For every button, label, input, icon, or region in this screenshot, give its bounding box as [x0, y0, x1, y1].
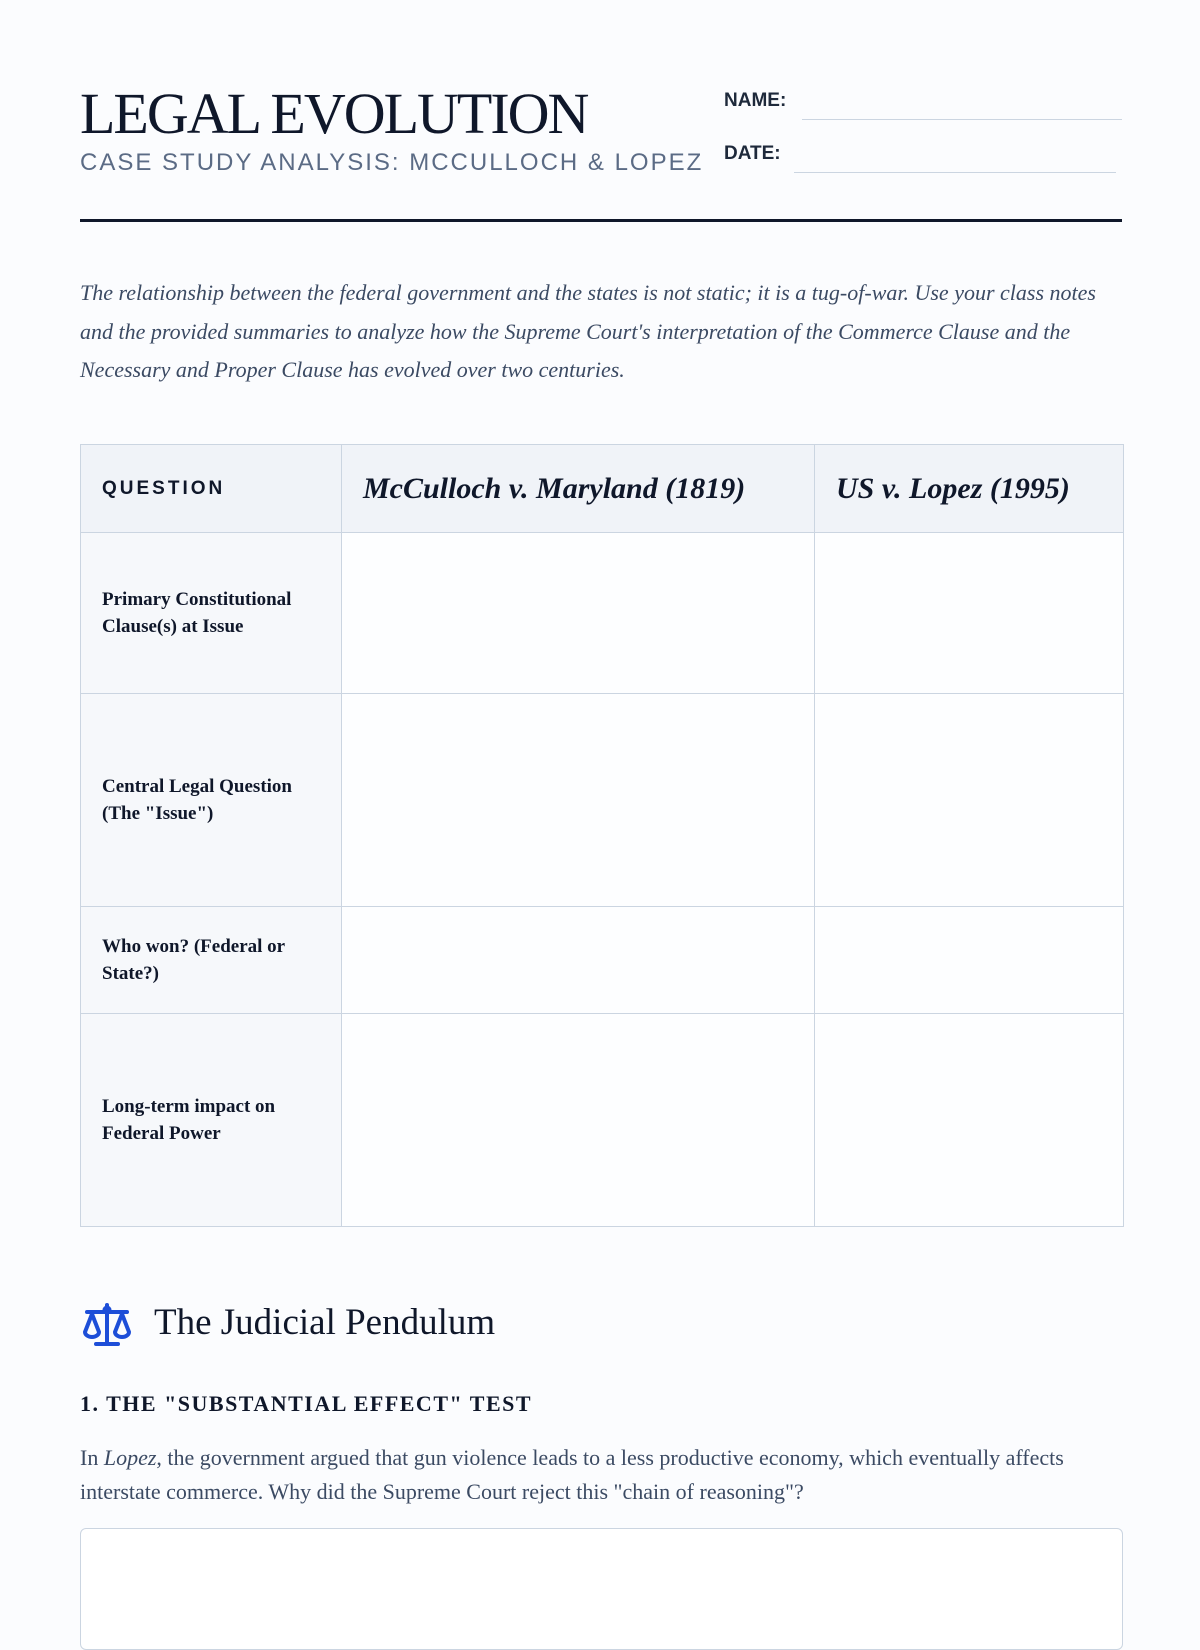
answer-cell-mcculloch-clause[interactable] — [342, 533, 815, 694]
question-text — [80, 1441, 1130, 1509]
answer-cell-lopez-winner[interactable] — [815, 907, 1124, 1014]
case-name-lopez: Lopez — [103, 1445, 157, 1470]
row-label-winner: Who won? (Federal or State?) — [81, 907, 342, 1014]
row-label-clause: Primary Constitutional Clause(s) at Issue — [81, 533, 342, 694]
name-label: NAME: — [724, 90, 787, 111]
table-row — [81, 1014, 1124, 1227]
header-divider — [80, 219, 1122, 222]
scales-icon — [82, 1302, 132, 1348]
answer-cell-lopez-clause[interactable] — [815, 533, 1124, 694]
date-label: DATE: — [724, 143, 781, 164]
page-subtitle: CASE STUDY ANALYSIS: MCCULLOCH & LOPEZ — [80, 149, 704, 176]
column-header-question: QUESTION — [81, 445, 342, 533]
table-header-row — [81, 445, 1124, 533]
row-label-impact: Long-term impact on Federal Power — [81, 1014, 342, 1227]
name-field[interactable] — [802, 119, 1122, 120]
answer-cell-mcculloch-question[interactable] — [342, 694, 815, 907]
answer-cell-mcculloch-impact[interactable] — [342, 1014, 815, 1227]
answer-cell-mcculloch-winner[interactable] — [342, 907, 815, 1014]
answer-cell-lopez-impact[interactable] — [815, 1014, 1124, 1227]
date-field[interactable] — [794, 172, 1116, 173]
page-title: LEGAL EVOLUTION — [80, 81, 588, 146]
table-row — [81, 694, 1124, 907]
answer-box[interactable] — [80, 1528, 1123, 1650]
comparison-table — [80, 444, 1124, 1227]
question-text-end: , the government argued that gun violence leads to a less productive economy, which eventually affects interstate commerce. Why did the Supreme Court reject this "chain of reasoning"? — [80, 1445, 1064, 1504]
comparison-table-container — [80, 444, 1123, 1227]
column-header-mcculloch: McCulloch v. Maryland (1819) — [342, 445, 815, 533]
question-text-start: In — [80, 1445, 104, 1470]
row-label-question: Central Legal Question (The "Issue") — [81, 694, 342, 907]
intro-paragraph: The relationship between the federal government and the states is not static; it is a tug-of-war. Use your class notes and the provided summaries to analyze how the Supreme Court's interpretation of the Commerce Clause and the Necessary and Proper Clause has evolved over two centuries. — [80, 280, 1096, 382]
table-row — [81, 907, 1124, 1014]
section-title: The Judicial Pendulum — [154, 1302, 496, 1343]
column-header-lopez: US v. Lopez (1995) — [815, 445, 1124, 533]
question-heading: 1. THE "SUBSTANTIAL EFFECT" TEST — [80, 1391, 533, 1416]
table-row — [81, 533, 1124, 694]
answer-cell-lopez-question[interactable] — [815, 694, 1124, 907]
